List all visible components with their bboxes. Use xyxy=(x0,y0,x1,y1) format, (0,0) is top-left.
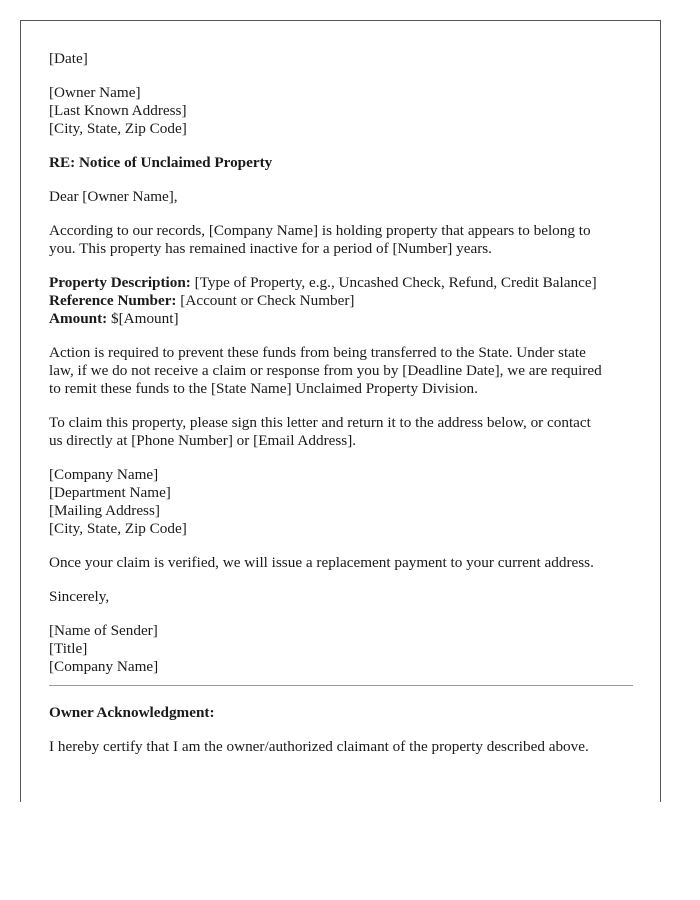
sender-name: [Name of Sender] xyxy=(49,622,158,639)
salutation: Dear [Owner Name], xyxy=(49,188,178,205)
return-department: [Department Name] xyxy=(49,484,171,501)
property-details xyxy=(49,274,635,328)
property-description-label: Property Description: xyxy=(49,274,191,291)
acknowledgment-heading-block xyxy=(49,704,635,722)
acknowledgment-statement-block xyxy=(49,738,635,756)
return-mailing-address: [Mailing Address] xyxy=(49,502,160,519)
closing: Sincerely, xyxy=(49,588,110,605)
amount-row xyxy=(49,310,635,328)
action-line-1: Action is required to prevent these funds from being transferred to the State. Under state xyxy=(49,344,586,361)
section-divider xyxy=(49,685,633,686)
letter-body xyxy=(49,50,635,772)
amount-label: Amount: xyxy=(49,310,108,327)
action-paragraph xyxy=(49,344,635,398)
reference-number-row xyxy=(49,292,635,310)
letter-page xyxy=(20,20,661,802)
action-line-3: to remit these funds to the [State Name] Unclaimed Property Division. xyxy=(49,380,478,397)
signature-block xyxy=(49,622,635,676)
reference-number-label: Reference Number: xyxy=(49,292,177,309)
amount-value: $[Amount] xyxy=(107,310,179,327)
subject-block xyxy=(49,154,635,172)
reference-number-value: [Account or Check Number] xyxy=(176,292,355,309)
acknowledgment-heading: Owner Acknowledgment: xyxy=(49,704,215,721)
date-block xyxy=(49,50,635,68)
claim-line-1: To claim this property, please sign this letter and return it to the address below, or contact xyxy=(49,414,591,431)
claim-instructions-paragraph xyxy=(49,414,635,450)
recipient-city: [City, State, Zip Code] xyxy=(49,120,187,137)
sender-company: [Company Name] xyxy=(49,658,159,675)
intro-line-1: According to our records, [Company Name] is holding property that appears to belong to xyxy=(49,222,591,239)
action-line-2: law, if we do not receive a claim or response from you by [Deadline Date], we are required xyxy=(49,362,602,379)
property-description-value: [Type of Property, e.g., Uncashed Check, Refund, Credit Balance] xyxy=(190,274,597,291)
property-description-row xyxy=(49,274,635,292)
salutation-block xyxy=(49,188,635,206)
sender-title: [Title] xyxy=(49,640,88,657)
intro-line-2: you. This property has remained inactive for a period of [Number] years. xyxy=(49,240,492,257)
return-company: [Company Name] xyxy=(49,466,159,483)
intro-paragraph xyxy=(49,222,635,258)
subject-line: RE: Notice of Unclaimed Property xyxy=(49,154,273,171)
acknowledgment-statement: I hereby certify that I am the owner/authorized claimant of the property described above. xyxy=(49,738,589,755)
return-address-block xyxy=(49,466,635,538)
recipient-name: [Owner Name] xyxy=(49,84,141,101)
claim-line-2: us directly at [Phone Number] or [Email Address]. xyxy=(49,432,357,449)
verification-paragraph xyxy=(49,554,635,572)
recipient-address: [Last Known Address] xyxy=(49,102,187,119)
closing-block xyxy=(49,588,635,606)
recipient-address-block xyxy=(49,84,635,138)
verification-note: Once your claim is verified, we will issue a replacement payment to your current address. xyxy=(49,554,594,571)
letter-date: [Date] xyxy=(49,50,88,67)
return-city: [City, State, Zip Code] xyxy=(49,520,187,537)
